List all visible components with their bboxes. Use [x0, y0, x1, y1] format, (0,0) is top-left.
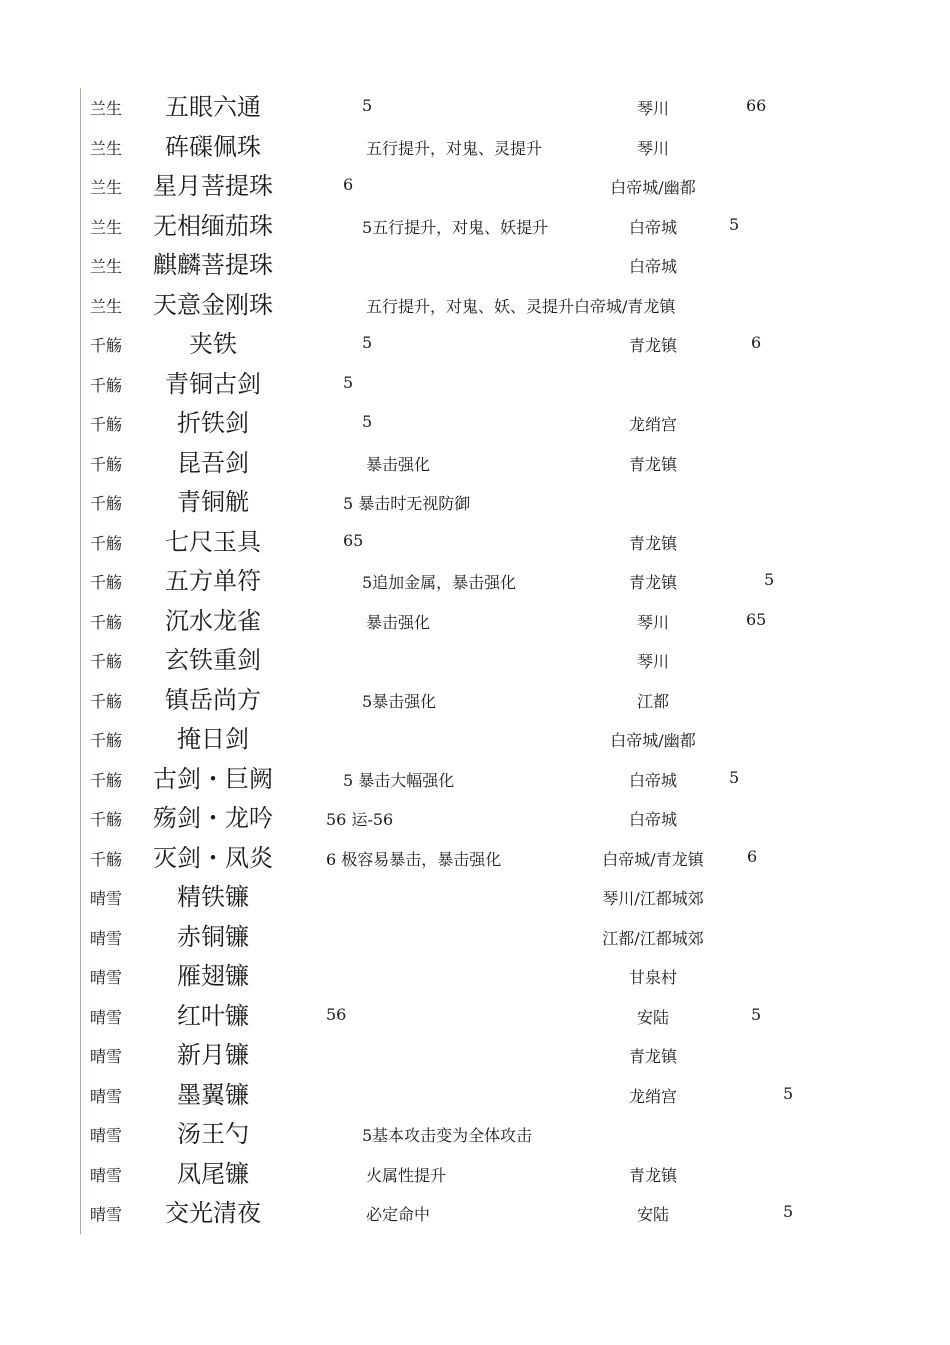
extra-value-cell: 5: [764, 570, 775, 589]
location-cell: 江都/江都城郊: [602, 928, 704, 948]
character-cell: 晴雪: [90, 1007, 123, 1027]
character-cell: 千觞: [90, 770, 123, 790]
table-row: [0, 438, 950, 478]
table-row: [0, 951, 950, 991]
character-cell: 晴雪: [90, 928, 123, 948]
extra-value-cell: 6: [751, 333, 762, 352]
character-cell: 千觞: [90, 612, 123, 632]
table-row: [0, 201, 950, 241]
effect-cell: 5 暴击大幅强化: [343, 770, 455, 790]
effect-cell: 56: [326, 1004, 347, 1024]
extra-value-cell: 5: [729, 767, 740, 787]
effect-cell: 5: [362, 412, 373, 431]
effect-cell: 6 极容易暴击，暴击强化: [326, 849, 502, 869]
item-name-cell: 昆吾剑: [177, 448, 249, 477]
effect-cell: 5五行提升，对鬼、妖提升: [362, 217, 549, 237]
extra-value-cell: 5: [751, 1004, 762, 1024]
location-cell: 青龙镇: [628, 533, 678, 553]
item-name-cell: 凤尾镰: [177, 1159, 249, 1188]
table-row: [0, 161, 950, 201]
character-cell: 千觞: [90, 573, 123, 592]
location-cell: 青龙镇: [628, 1165, 678, 1185]
table-row: [0, 991, 950, 1031]
table-row: [0, 477, 950, 517]
table-row: [0, 517, 950, 557]
item-name-cell: 天意金刚珠: [153, 290, 273, 319]
item-name-cell: 掩日剑: [177, 725, 249, 753]
effect-cell: 5: [343, 372, 354, 392]
effect-cell: 必定命中: [366, 1205, 431, 1224]
table-row: [0, 596, 950, 636]
extra-value-cell: 5: [729, 214, 740, 234]
item-name-cell: 赤铜镰: [177, 922, 249, 951]
item-name-cell: 交光清夜: [165, 1199, 261, 1227]
item-name-cell: 五方单符: [165, 567, 261, 595]
item-name-cell: 沉水龙雀: [165, 606, 261, 635]
effect-cell: 暴击强化: [366, 454, 431, 474]
effect-cell: 暴击强化: [366, 612, 431, 632]
item-name-cell: 新月镰: [177, 1041, 249, 1069]
effect-cell: 5暴击强化: [362, 691, 437, 711]
character-cell: 晴雪: [90, 1205, 123, 1224]
table-row: [0, 359, 950, 399]
character-cell: 晴雪: [90, 1126, 123, 1145]
location-cell: 琴川: [636, 612, 670, 632]
item-name-cell: 夹铁: [189, 330, 237, 358]
location-cell: 白帝城/青龙镇: [602, 849, 704, 869]
item-name-cell: 青铜古剑: [165, 369, 261, 398]
character-cell: 千觞: [90, 652, 123, 671]
character-cell: 兰生: [90, 178, 123, 197]
item-name-cell: 红叶镰: [177, 1001, 249, 1030]
item-name-cell: 镇岳尚方: [165, 685, 261, 714]
location-cell: 青龙镇: [628, 454, 678, 474]
location-cell: 安陆: [636, 1007, 670, 1027]
location-cell: 白帝城/幽都: [610, 178, 696, 197]
item-name-cell: 青铜觥: [177, 488, 249, 516]
item-name-cell: 殇剑・龙吟: [153, 804, 273, 832]
effect-cell: 6: [343, 175, 354, 194]
location-cell: 青龙镇: [628, 573, 678, 592]
effect-cell: 5追加金属，暴击强化: [362, 573, 517, 592]
character-cell: 兰生: [90, 138, 123, 158]
location-cell: 青龙镇: [628, 1047, 678, 1066]
table-row: [0, 319, 950, 359]
item-name-cell: 汤王勺: [177, 1120, 249, 1148]
character-cell: 晴雪: [90, 1086, 123, 1106]
item-name-cell: 玄铁重剑: [165, 646, 261, 674]
extra-value-cell: 6: [747, 846, 758, 866]
extra-value-cell: 65: [746, 609, 767, 629]
location-cell: 白帝城: [628, 257, 678, 276]
character-cell: 千觞: [90, 731, 123, 750]
table-row: [0, 714, 950, 754]
effect-cell: 5: [362, 333, 373, 352]
table-row: [0, 240, 950, 280]
table-row: [0, 1188, 950, 1228]
effect-cell: 五行提升，对鬼、灵提升: [366, 138, 543, 158]
character-cell: 兰生: [90, 257, 123, 276]
table-row: [0, 793, 950, 833]
table-row: [0, 635, 950, 675]
item-name-cell: 星月菩提珠: [153, 172, 273, 200]
location-cell: 安陆: [636, 1205, 670, 1224]
table-row: [0, 1070, 950, 1110]
character-cell: 千觞: [90, 533, 123, 553]
character-cell: 千觞: [90, 691, 123, 711]
character-cell: 千觞: [90, 336, 123, 355]
extra-value-cell: 66: [746, 96, 767, 115]
effect-cell: 五行提升，对鬼、妖、灵提升白帝城/青龙镇: [366, 296, 676, 316]
effect-cell: 5 暴击时无视防御: [343, 494, 471, 513]
table-row: [0, 280, 950, 320]
character-cell: 千觞: [90, 849, 123, 869]
location-cell: 琴川: [636, 138, 670, 158]
table-row: [0, 122, 950, 162]
table-row: [0, 1030, 950, 1070]
location-cell: 白帝城: [628, 770, 678, 790]
table-row: [0, 833, 950, 873]
location-cell: 琴川: [636, 652, 670, 671]
location-cell: 白帝城: [628, 810, 678, 829]
item-name-cell: 麒麟菩提珠: [153, 251, 273, 279]
table-row: [0, 1109, 950, 1149]
table-row: [0, 675, 950, 715]
location-cell: 琴川/江都城郊: [602, 889, 704, 908]
character-cell: 兰生: [90, 296, 123, 316]
extra-value-cell: 5: [783, 1083, 794, 1103]
character-cell: 晴雪: [90, 968, 123, 987]
table-row: [0, 912, 950, 952]
location-cell: 青龙镇: [628, 336, 678, 355]
extra-value-cell: 5: [783, 1202, 794, 1221]
character-cell: 千觞: [90, 494, 123, 513]
character-cell: 千觞: [90, 454, 123, 474]
item-name-cell: 无相缅茄珠: [153, 211, 273, 240]
effect-cell: 65: [343, 530, 364, 550]
item-name-cell: 雁翅镰: [177, 962, 249, 990]
equipment-table: [0, 82, 950, 1228]
effect-cell: 56 运-56: [326, 810, 394, 829]
item-name-cell: 精铁镰: [177, 883, 249, 911]
table-row: [0, 556, 950, 596]
item-name-cell: 七尺玉具: [165, 527, 261, 556]
location-cell: 琴川: [636, 99, 670, 118]
item-name-cell: 折铁剑: [177, 409, 249, 437]
table-row: [0, 1149, 950, 1189]
item-name-cell: 古剑・巨阙: [153, 764, 273, 793]
table-row: [0, 754, 950, 794]
table-row: [0, 398, 950, 438]
character-cell: 兰生: [90, 99, 123, 118]
location-cell: 龙绡宫: [628, 1086, 678, 1106]
location-cell: 白帝城: [628, 217, 678, 237]
effect-cell: 5基本攻击变为全体攻击: [362, 1126, 533, 1145]
item-name-cell: 灭剑・凤炎: [153, 843, 273, 872]
effect-cell: 5: [362, 96, 373, 115]
item-name-cell: 五眼六通: [165, 93, 261, 121]
table-row: [0, 872, 950, 912]
item-name-cell: 砗磲佩珠: [165, 132, 261, 161]
character-cell: 晴雪: [90, 1165, 123, 1185]
character-cell: 兰生: [90, 217, 123, 237]
character-cell: 晴雪: [90, 1047, 123, 1066]
location-cell: 甘泉村: [628, 968, 678, 987]
character-cell: 晴雪: [90, 889, 123, 908]
character-cell: 千觞: [90, 415, 123, 434]
item-name-cell: 墨翼镰: [177, 1080, 249, 1109]
character-cell: 千觞: [90, 810, 123, 829]
character-cell: 千觞: [90, 375, 123, 395]
location-cell: 江都: [636, 691, 670, 711]
effect-cell: 火属性提升: [366, 1165, 447, 1185]
location-cell: 龙绡宫: [628, 415, 678, 434]
table-row: [0, 82, 950, 122]
location-cell: 白帝城/幽都: [610, 731, 696, 750]
